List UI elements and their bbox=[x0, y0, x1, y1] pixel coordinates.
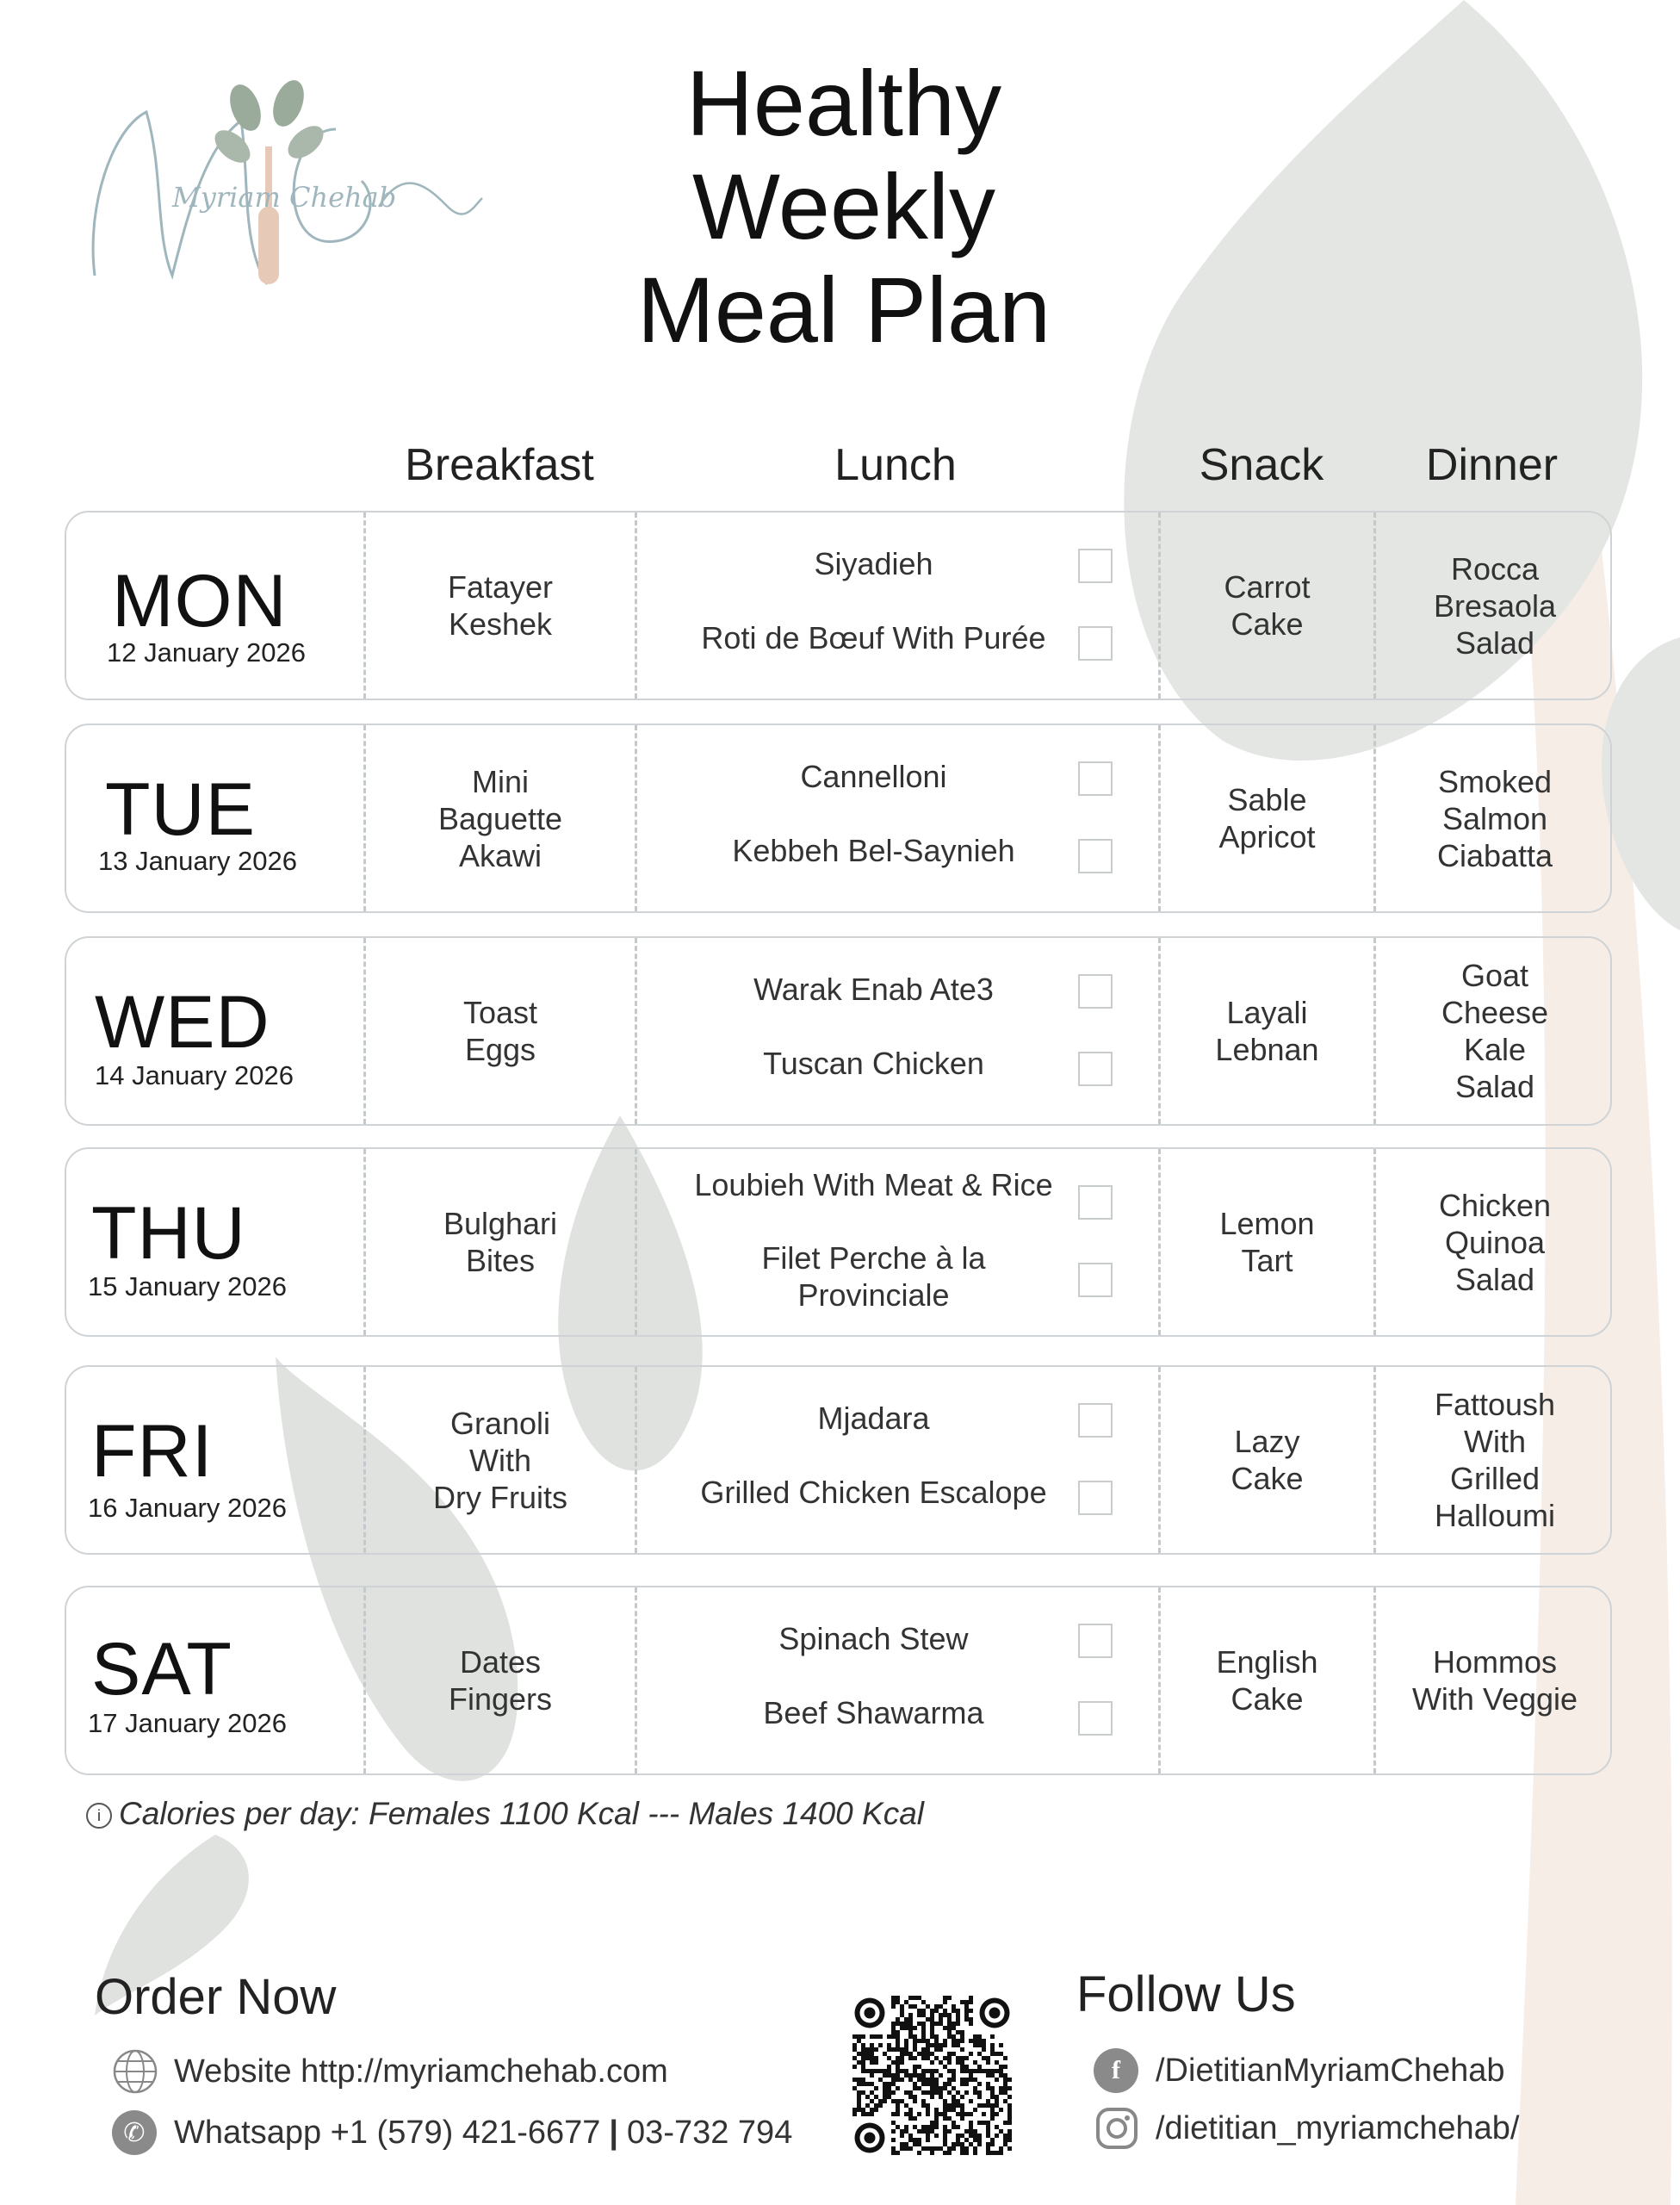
snack-cell-line: Cake bbox=[1231, 1681, 1304, 1717]
snack-cell-line: Lazy bbox=[1234, 1424, 1300, 1459]
column-header-breakfast: Breakfast bbox=[405, 440, 594, 490]
breakfast-cell-line: Eggs bbox=[464, 1032, 536, 1067]
snack-cell-line: Layali bbox=[1226, 995, 1308, 1030]
column-header-dinner: Dinner bbox=[1425, 440, 1559, 490]
lunch-checkbox-1[interactable] bbox=[1078, 1185, 1113, 1220]
snack-cell bbox=[1161, 1367, 1373, 1553]
breakfast-cell bbox=[366, 1367, 635, 1553]
dinner-cell-line: Chicken bbox=[1438, 1187, 1552, 1223]
dinner-cell-line: Salad bbox=[1454, 1261, 1535, 1297]
dinner-cell bbox=[1376, 938, 1614, 1124]
snack-cell bbox=[1161, 938, 1373, 1124]
breakfast-cell-line: With bbox=[469, 1442, 531, 1478]
column-divider bbox=[635, 1149, 637, 1335]
lunch-option-2: Grilled Chicken Escalope bbox=[700, 1475, 1047, 1510]
day-name: SAT bbox=[91, 1628, 232, 1711]
breakfast-cell-line: Dry Fruits bbox=[433, 1479, 567, 1515]
lunch-option-1: Warak Enab Ate3 bbox=[753, 972, 994, 1007]
breakfast-cell bbox=[366, 725, 635, 911]
follow-heading: Follow Us bbox=[1076, 1966, 1296, 2022]
day-name: FRI bbox=[91, 1410, 214, 1493]
snack-cell bbox=[1161, 1587, 1373, 1773]
facebook-icon: f bbox=[1094, 2048, 1138, 2093]
breakfast-cell-line: Keshek bbox=[448, 606, 553, 642]
column-divider bbox=[635, 725, 637, 911]
column-header-lunch: Lunch bbox=[834, 440, 957, 490]
day-date: 16 January 2026 bbox=[88, 1493, 287, 1523]
lunch-option-1: Cannelloni bbox=[800, 759, 947, 794]
snack-cell-line: Tart bbox=[1241, 1243, 1293, 1278]
snack-cell bbox=[1161, 512, 1373, 699]
dinner-cell-line: Goat bbox=[1460, 958, 1529, 993]
phone-icon: ✆ bbox=[112, 2110, 157, 2155]
calories-text: Calories per day: Females 1100 Kcal --- Males 1400 Kcal bbox=[119, 1796, 925, 1831]
facebook-handle[interactable]: /DietitianMyriamChehab bbox=[1156, 2052, 1505, 2089]
breakfast-cell-line: Granoli bbox=[449, 1405, 551, 1441]
dinner-cell-line: Hommos bbox=[1432, 1644, 1558, 1680]
breakfast-cell-line: Bulghari bbox=[443, 1206, 558, 1241]
snack-cell-line: Cake bbox=[1231, 1461, 1304, 1496]
dinner-cell-line: Kale bbox=[1463, 1032, 1527, 1067]
day-card-wed bbox=[65, 936, 1612, 1126]
dinner-cell-line: With Veggie bbox=[1411, 1681, 1578, 1717]
qr-code[interactable] bbox=[852, 1996, 1012, 2155]
lunch-checkbox-2[interactable] bbox=[1078, 1263, 1113, 1297]
breakfast-cell-line: Bites bbox=[465, 1243, 536, 1278]
title-line-3: Meal Plan bbox=[636, 258, 1051, 362]
breakfast-cell-line: Fingers bbox=[448, 1681, 553, 1717]
lunch-checkbox-1[interactable] bbox=[1078, 974, 1113, 1009]
brand-logo bbox=[60, 78, 491, 301]
day-date: 13 January 2026 bbox=[98, 846, 297, 876]
snack-cell-line: Cake bbox=[1231, 606, 1304, 642]
snack-cell-line: Sable bbox=[1227, 782, 1307, 817]
lunch-checkbox-1[interactable] bbox=[1078, 549, 1113, 583]
dinner-cell-line: Quinoa bbox=[1444, 1224, 1546, 1260]
globe-icon bbox=[112, 2048, 158, 2095]
dinner-cell bbox=[1376, 725, 1614, 911]
instagram-line[interactable] bbox=[1094, 2105, 1519, 2152]
lunch-checkbox-2[interactable] bbox=[1078, 839, 1113, 873]
breakfast-cell-line: Baguette bbox=[437, 800, 563, 836]
snack-cell-line: English bbox=[1216, 1644, 1318, 1680]
day-date: 17 January 2026 bbox=[88, 1708, 287, 1738]
breakfast-cell-line: Toast bbox=[462, 995, 538, 1030]
lunch-checkbox-1[interactable] bbox=[1078, 1403, 1113, 1438]
snack-cell-line: Carrot bbox=[1224, 569, 1311, 605]
dinner-cell bbox=[1376, 1149, 1614, 1335]
breakfast-cell bbox=[366, 512, 635, 699]
dinner-cell-line: With bbox=[1464, 1424, 1526, 1459]
breakfast-cell bbox=[366, 938, 635, 1124]
dinner-cell-line: Rocca bbox=[1450, 550, 1540, 587]
lunch-checkbox-2[interactable] bbox=[1078, 1052, 1113, 1086]
lunch-checkbox-2[interactable] bbox=[1078, 1701, 1113, 1736]
day-name: THU bbox=[91, 1192, 246, 1275]
day-date: 14 January 2026 bbox=[95, 1060, 294, 1090]
title-line-1: Healthy bbox=[685, 51, 1002, 155]
dinner-cell-line: Bresaola bbox=[1433, 587, 1557, 624]
dinner-cell bbox=[1376, 1367, 1614, 1553]
snack-cell bbox=[1161, 725, 1373, 911]
facebook-line[interactable] bbox=[1094, 2048, 1505, 2093]
column-divider bbox=[635, 1587, 637, 1773]
lunch-option-1: Siyadieh bbox=[814, 546, 933, 581]
phone-separator: | bbox=[609, 2114, 619, 2151]
snack-cell-line: Apricot bbox=[1218, 819, 1316, 854]
dinner-cell bbox=[1376, 1587, 1614, 1773]
calories-note bbox=[86, 1796, 924, 1832]
dinner-cell-line: Ciabatta bbox=[1436, 837, 1553, 873]
day-name: WED bbox=[95, 981, 270, 1064]
lunch-option-2: Roti de Bœuf With Purée bbox=[701, 620, 1046, 655]
breakfast-cell bbox=[366, 1587, 635, 1773]
lunch-option-2: Beef Shawarma bbox=[763, 1695, 984, 1730]
dinner-cell-line: Salad bbox=[1454, 624, 1535, 661]
dinner-cell-line: Grilled bbox=[1449, 1461, 1541, 1496]
column-header-snack: Snack bbox=[1199, 440, 1324, 490]
lunch-option-2: Filet Perche à la bbox=[761, 1240, 986, 1276]
breakfast-cell-line: Fatayer bbox=[447, 569, 554, 605]
day-card-mon bbox=[65, 511, 1612, 700]
breakfast-cell-line: Akawi bbox=[458, 837, 542, 873]
snack-cell-line: Lemon bbox=[1219, 1206, 1315, 1241]
info-icon: i bbox=[86, 1803, 112, 1829]
day-name: TUE bbox=[105, 768, 256, 851]
dinner-cell-line: Cheese bbox=[1441, 995, 1549, 1030]
instagram-icon bbox=[1094, 2105, 1140, 2152]
whatsapp-number[interactable]: Whatsapp +1 (579) 421-6677 bbox=[174, 2114, 601, 2151]
lunch-checkbox-1[interactable] bbox=[1078, 1624, 1113, 1658]
day-card-sat bbox=[65, 1586, 1612, 1775]
breakfast-cell-line: Dates bbox=[459, 1644, 542, 1680]
lunch-option-2: Tuscan Chicken bbox=[763, 1046, 984, 1081]
dinner-cell-line: Salmon bbox=[1441, 800, 1548, 836]
title-line-2: Weekly bbox=[691, 154, 996, 258]
dinner-cell-line: Halloumi bbox=[1434, 1498, 1556, 1533]
column-divider bbox=[635, 938, 637, 1124]
lunch-checkbox-1[interactable] bbox=[1078, 761, 1113, 796]
dinner-cell-line: Fattoush bbox=[1434, 1387, 1556, 1422]
instagram-handle[interactable]: /dietitian_myriamchehab/ bbox=[1156, 2109, 1520, 2146]
day-card-thu bbox=[65, 1147, 1612, 1337]
day-name: MON bbox=[112, 560, 288, 643]
website-line[interactable] bbox=[112, 2048, 668, 2095]
lunch-option-1: Spinach Stew bbox=[778, 1621, 969, 1656]
lunch-option-2: Provinciale bbox=[797, 1277, 950, 1313]
snack-cell bbox=[1161, 1149, 1373, 1335]
day-card-tue bbox=[65, 724, 1612, 913]
breakfast-cell-line: Mini bbox=[471, 763, 529, 799]
order-heading: Order Now bbox=[95, 1969, 337, 2025]
dinner-cell bbox=[1376, 512, 1614, 699]
lunch-option-2: Kebbeh Bel-Saynieh bbox=[732, 833, 1015, 868]
column-divider bbox=[635, 1367, 637, 1553]
phone-number[interactable]: 03-732 794 bbox=[627, 2114, 793, 2151]
day-date: 12 January 2026 bbox=[107, 637, 306, 668]
breakfast-cell bbox=[366, 1149, 635, 1335]
page-title bbox=[517, 52, 1171, 362]
day-date: 15 January 2026 bbox=[88, 1271, 287, 1301]
lunch-checkbox-2[interactable] bbox=[1078, 1481, 1113, 1515]
lunch-checkbox-2[interactable] bbox=[1078, 626, 1113, 661]
logo-text: Myriam Chehab bbox=[172, 181, 397, 214]
website-link[interactable]: Website http://myriamchehab.com bbox=[174, 2053, 668, 2090]
lunch-option-1: Loubieh With Meat & Rice bbox=[694, 1167, 1053, 1202]
dinner-cell-line: Smoked bbox=[1437, 763, 1553, 799]
dinner-cell-line: Salad bbox=[1454, 1069, 1535, 1104]
lunch-option-1: Mjadara bbox=[817, 1401, 930, 1436]
snack-cell-line: Lebnan bbox=[1215, 1032, 1319, 1067]
whatsapp-line[interactable] bbox=[112, 2110, 792, 2155]
day-card-fri bbox=[65, 1365, 1612, 1555]
column-divider bbox=[635, 512, 637, 699]
